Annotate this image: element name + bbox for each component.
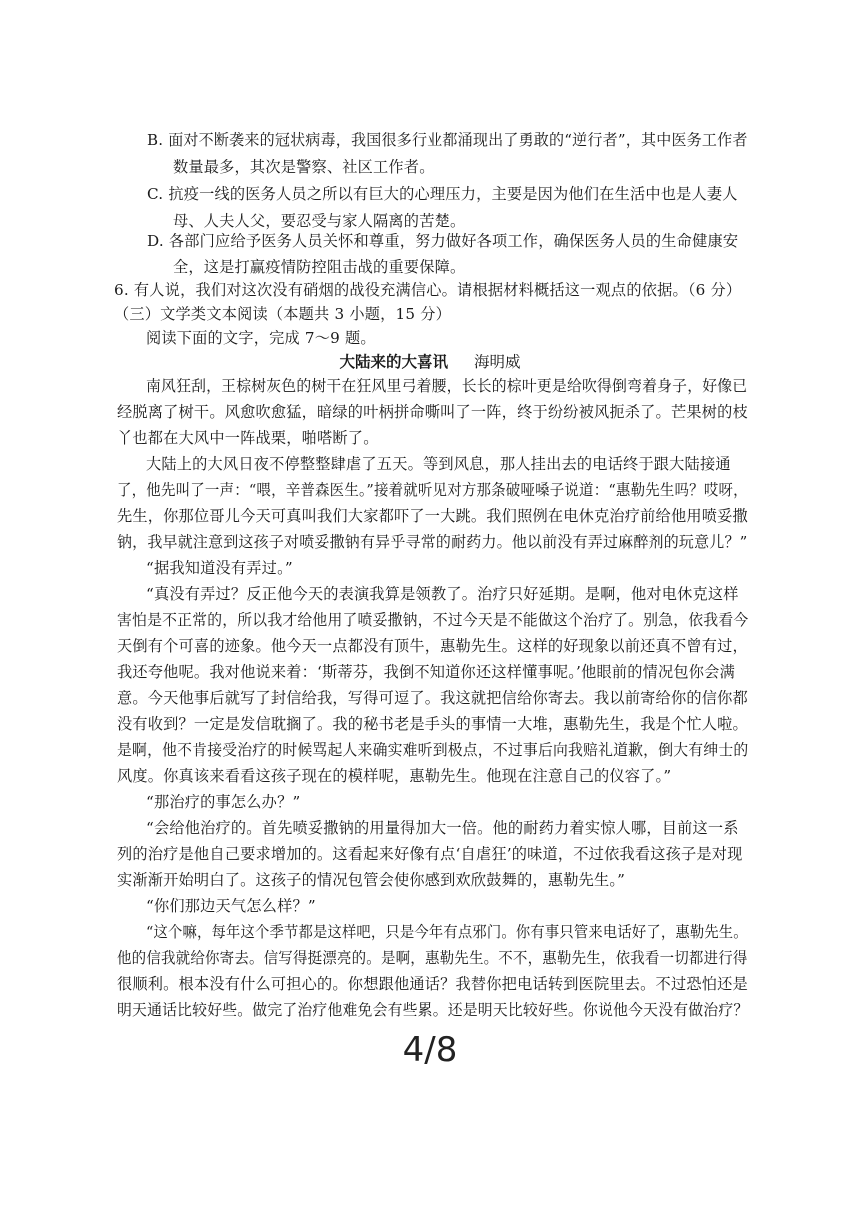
story-line: 害怕是不正常的，所以我才给他用了喷妥撒钠，不过今天是不能做这个治疗了。别急，依我看今 [117,611,749,629]
story-line: 南风狂刮，王棕树灰色的树干在狂风里弓着腰，长长的棕叶更是给吹得倒弯着身子，好像已 [146,377,748,395]
option-b-line-1: B. 面对不断袭来的冠状病毒，我国很多行业都涌现出了勇敢的“逆行者”，其中医务工作者 [147,131,748,149]
story-line: 钠，我早就注意到这孩子对喷妥撒钠有异乎寻常的耐药力。他以前没有弄过麻醉剂的玩意儿？” [117,533,748,551]
page-number: 4/8 [402,1030,458,1070]
story-line: 我还夸他呢。我对他说来着：‘斯蒂芬，我倒不知道你还这样懂事呢。’他眼前的情况包你会满 [117,663,735,681]
story-line: “那治疗的事怎么办？” [146,793,301,811]
story-line: 他的信我就给你寄去。信写得挺漂亮的。是啊，惠勒先生。不不，惠勒先生，依我看一切都进行得 [117,949,748,967]
story-line: “这个嘛，每年这个季节都是这样吧，只是今年有点邪门。你有事只管来电话好了，惠勒先生。 [146,923,748,941]
story-line: 实渐渐开始明白了。这孩子的情况包管会使你感到欢欣鼓舞的，惠勒先生。” [117,871,626,889]
story-line: 是啊，他不肯接受治疗的时候骂起人来确实难听到极点，不过事后向我赔礼道歉，倒大有绅士的 [117,741,749,759]
story-line: 经脱离了树干。风愈吹愈猛，暗绿的叶柄拼命嘶叫了一阵，终于纷纷被风扼杀了。芒果树的枝 [117,403,748,421]
story-line: 丫也都在大风中一阵战栗，啪嗒断了。 [117,429,379,447]
story-line: 先生，你那位哥儿今天可真叫我们大家都吓了一大跳。我们照例在电休克治疗前给他用喷妥撒 [117,507,748,525]
story-line: 没有收到？一定是发信耽搁了。我的秘书老是手头的事情一大堆，惠勒先生，我是个忙人啦。 [117,715,748,733]
story-line: 意。今天他事后就写了封信给我，写得可逗了。我这就把信给你寄去。我以前寄给你的信你都 [117,689,748,707]
section-heading: （三）文学类文本阅读（本题共 3 小题，15 分） [114,305,452,323]
story-line: “你们那边天气怎么样？” [146,897,316,915]
option-c-line-1: C. 抗疫一线的医务人员之所以有巨大的心理压力，主要是因为他们在生活中也是人妻人 [147,185,738,203]
story-line: 风度。你真该来看看这孩子现在的模样呢，惠勒先生。他现在注意自己的仪容了。” [117,767,672,785]
story-line: 明天通话比较好些。做完了治疗他难免会有些累。还是明天比较好些。你说他今天没有做治疗？ [117,1001,749,1019]
story-line: “真没有弄过？反正他今天的表演我算是领教了。治疗只好延期。是啊，他对电休克这样 [146,585,739,603]
story-author: 海明威 [474,353,521,371]
option-c-line-2: 母、人夫人父，要忍受与家人隔离的苦楚。 [173,212,466,230]
reading-instruction: 阅读下面的文字，完成 7～9 题。 [146,329,376,347]
story-line: 大陆上的大风日夜不停整整肆虐了五天。等到风息，那人挂出去的电话终于跟大陆接通 [146,455,731,473]
option-d-line-1: D. 各部门应给予医务人员关怀和尊重，努力做好各项工作，确保医务人员的生命健康安 [147,232,739,250]
story-header [0,352,860,372]
question-6: 6. 有人说，我们对这次没有硝烟的战役充满信心。请根据材料概括这一观点的依据。（6 分） [114,281,742,299]
option-d-line-2: 全，这是打赢疫情防控阻击战的重要保障。 [173,258,466,276]
option-b-line-2: 数量最多，其次是警察、社区工作者。 [173,158,435,176]
story-line: 了，他先叫了一声：“喂，辛普森医生。”接着就听见对方那条破哑嗓子说道：“惠勒先生吗？哎呀， [117,481,748,499]
story-line: “会给他治疗的。首先喷妥撒钠的用量得加大一倍。他的耐药力着实惊人哪，目前这一系 [146,819,739,837]
story-line: 很顺利。根本没有什么可担心的。你想跟他通话？我替你把电话转到医院里去。不过恐怕还是 [117,975,748,993]
story-line: 列的治疗是他自己要求增加的。这看起来好像有点‘自虐狂’的味道，不过依我看这孩子是对现 [117,845,743,863]
story-title: 大陆来的大喜讯 [339,353,448,371]
story-line: “据我知道没有弄过。” [146,559,293,577]
story-line: 天倒有个可喜的迹象。他今天一点都没有顶牛，惠勒先生。这样的好现象以前还真不曾有过， [117,637,748,655]
